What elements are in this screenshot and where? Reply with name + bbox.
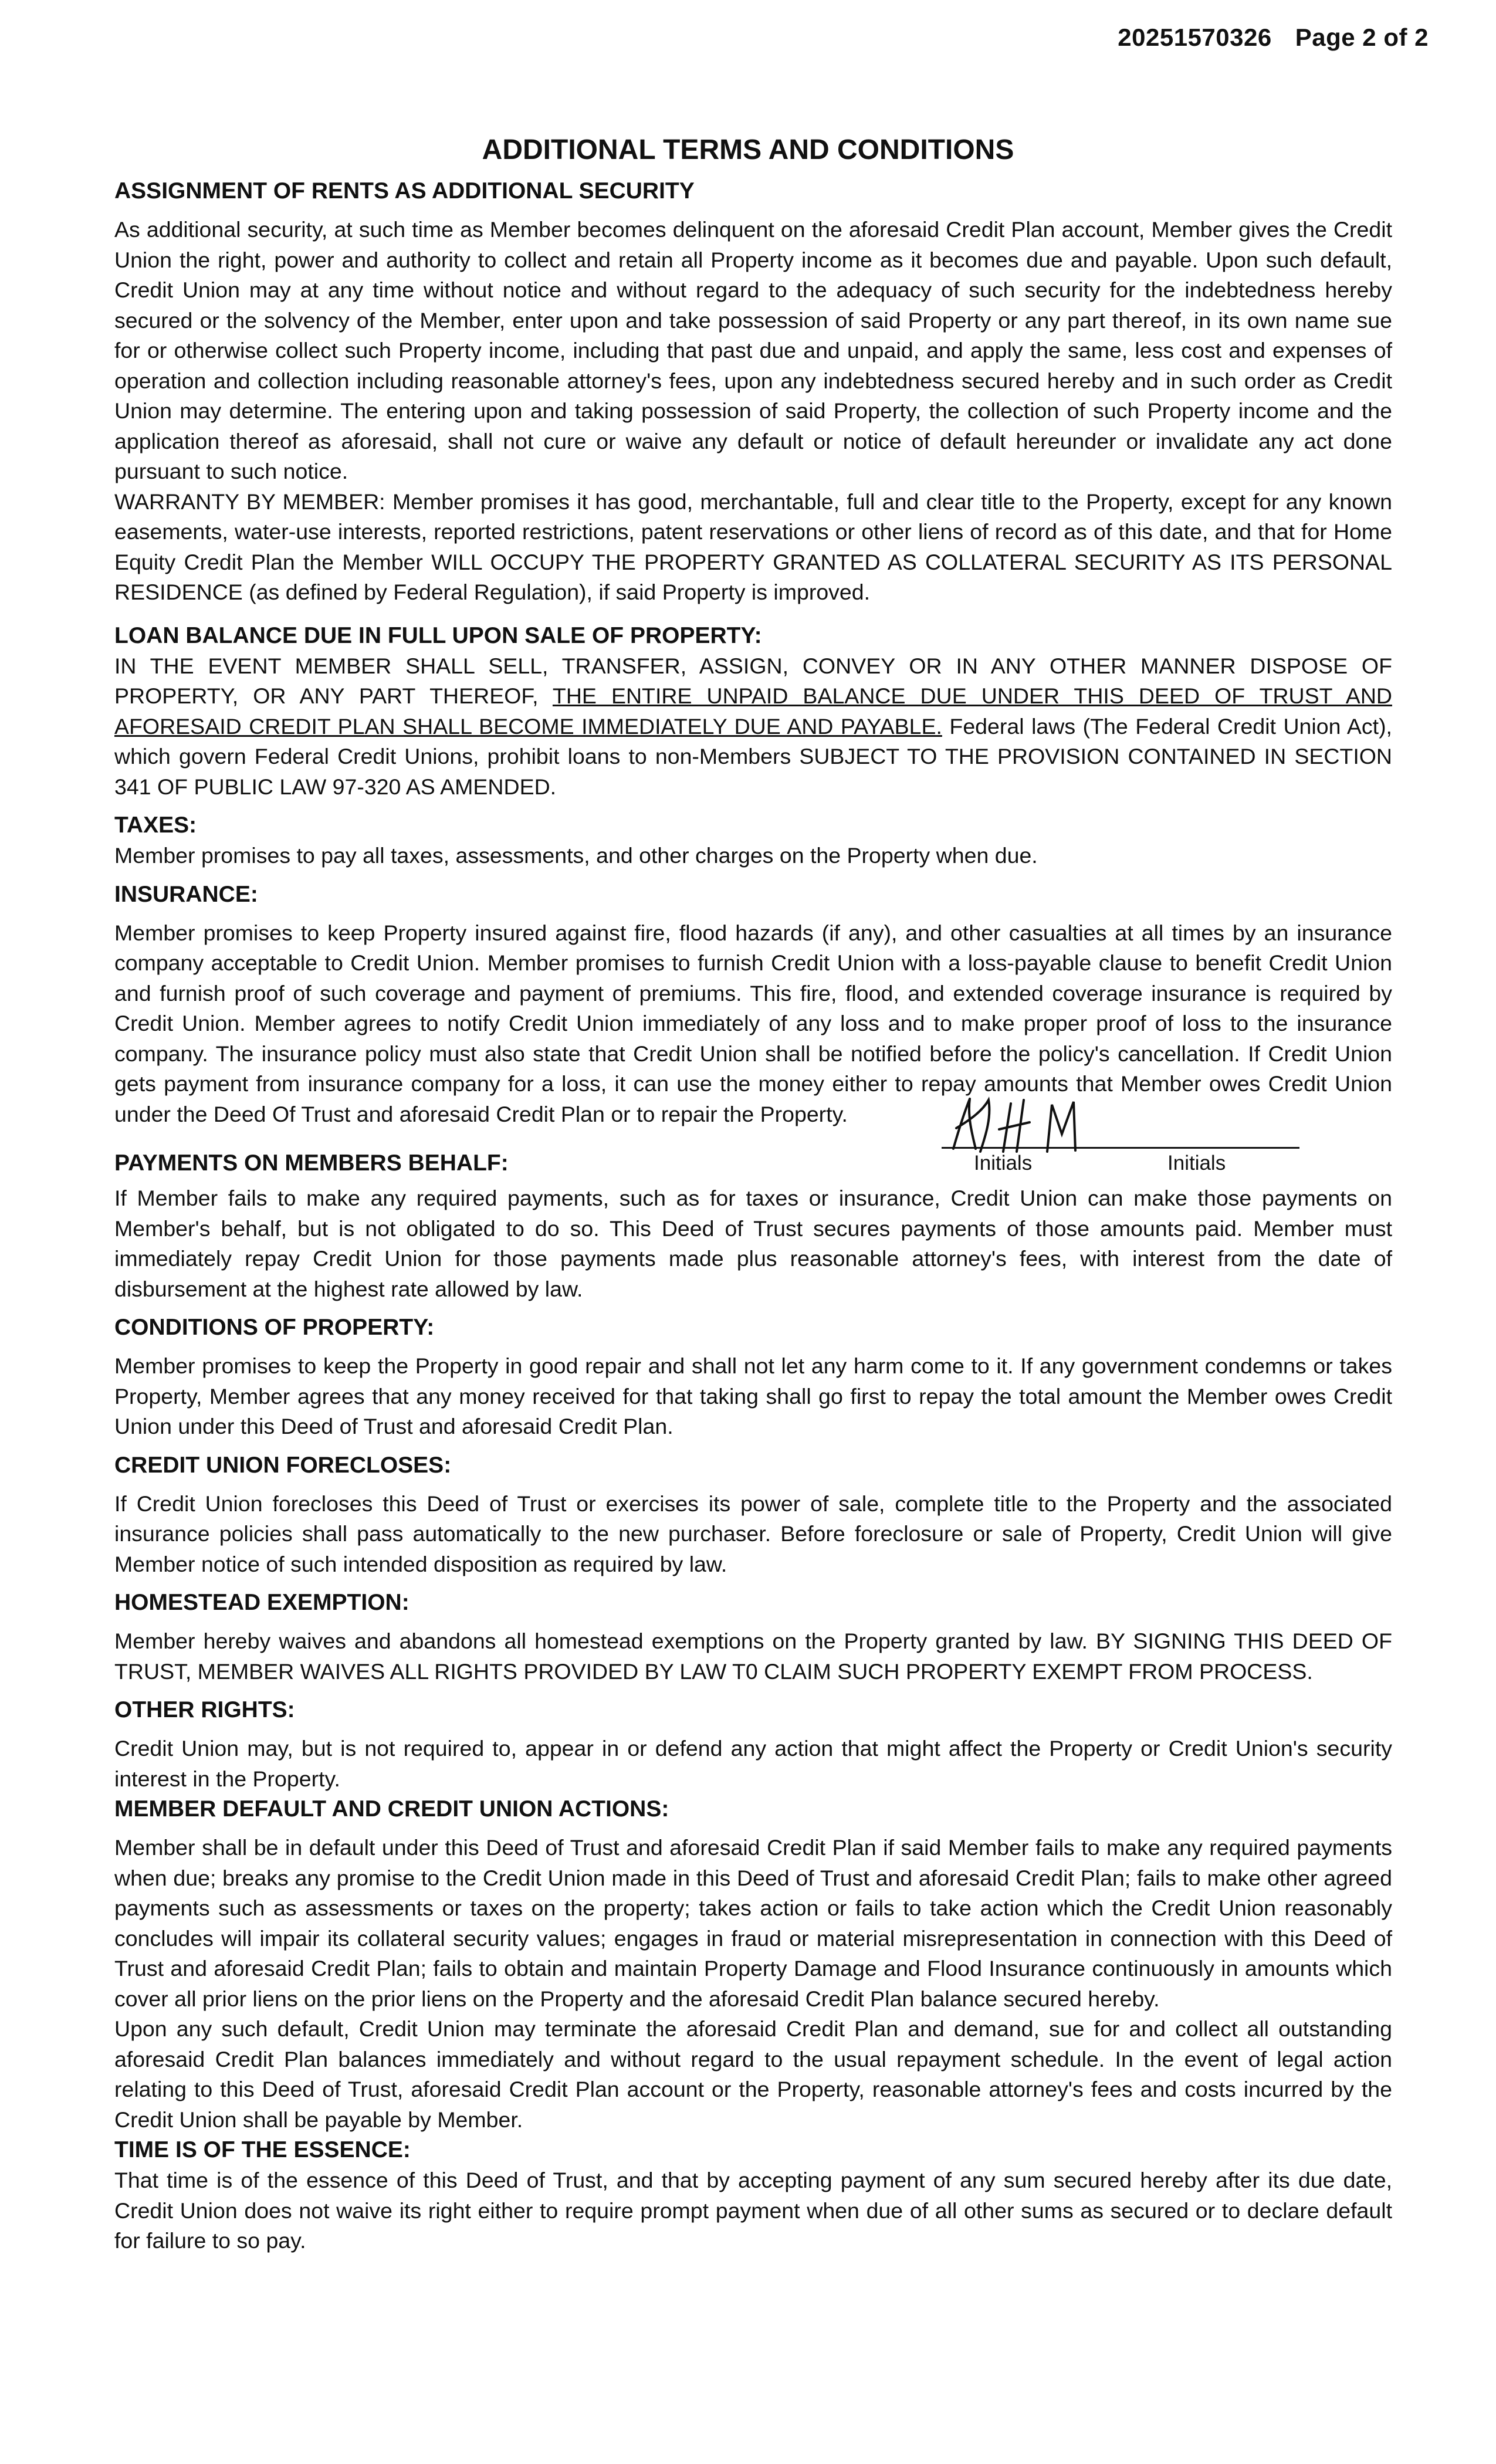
section-heading: TAXES: <box>114 813 197 838</box>
initials-label: Initials <box>1167 1152 1226 1175</box>
section-time-of-essence <box>114 2135 1392 2256</box>
section-heading: ASSIGNMENT OF RENTS AS ADDITIONAL SECURITY <box>114 178 695 204</box>
section-paragraph: If Member fails to make any required payments, such as for taxes or insurance, Credit Union can make those payments on Member's behalf, but is not obligated to do so. This Deed of Trust secures payments of those amounts paid. Member must immediately repay Credit Union for those payments made plus reasonable attorney's fees, with interest from the date of disbursement at the highest rate allowed by law. <box>114 1186 1392 1301</box>
section-heading: LOAN BALANCE DUE IN FULL UPON SALE OF PROPERTY: <box>114 622 762 648</box>
section-member-default <box>114 1794 1392 2135</box>
initials-label: Initials <box>974 1152 1033 1175</box>
section-heading: INSURANCE: <box>114 881 258 907</box>
section-paragraph: That time is of the essence of this Deed of Trust, and that by accepting payment of any sum secured hereby after its due date, Credit Union does not waive its right either to require prompt payment when due of all other sums as secured or to declare default for failure to so pay. <box>114 2168 1392 2253</box>
underlined-clause: THE ENTIRE UNPAID BALANCE DUE UNDER THIS DEED OF TRUST AND AFORESAID CREDIT PLAN SHALL BECOME IMMEDIATELY DUE AND PAYABLE. <box>114 683 1392 739</box>
section-heading: HOMESTEAD EXEMPTION: <box>114 1590 409 1615</box>
section-paragraph: Member promises to keep the Property in good repair and shall not let any harm come to it. If any government condemns or takes Property, Member agrees that any money received for that taking shall go first to repay the total amount the Member owes Credit Union under this Deed of Trust and aforesaid Credit Plan. <box>114 1353 1392 1439</box>
section-payments-on-behalf <box>114 1142 1392 1304</box>
section-taxes <box>114 810 1392 871</box>
section-heading: OTHER RIGHTS: <box>114 1697 295 1722</box>
section-heading: CONDITIONS OF PROPERTY: <box>114 1315 435 1340</box>
section-paragraph: As additional security, at such time as Member becomes delinquent on the aforesaid Credit Plan account, Member gives the Credit Union the right, power and authority to collect and retain all Property income as it becomes due and payable. Upon such default, Credit Union may at any time without notice and without regard to the adequacy of such security for the indebtedness hereby secured or the solvency of the Member, enter upon and take possession of said Property or any part thereof, in its own name sue for or otherwise collect such Property income, including that past due and unpaid, and apply the same, less cost and expenses of operation and collection including reasonable attorney's fees, upon any indebtedness secured hereby and in such order as Credit Union may determine. The entering upon and taking possession of said Property, the collection of such Property income and the application thereof as aforesaid, shall not cure or waive any default or notice of default hereunder or invalidate any act done pursuant to such notice. <box>114 217 1392 483</box>
section-paragraph: Member hereby waives and abandons all homestead exemptions on the Property granted by law. BY SIGNING THIS DEED OF TRUST, MEMBER WAIVES ALL RIGHTS PROVIDED BY LAW T0 CLAIM SUCH PROPERTY EXEMPT FROM PROCESS. <box>114 1629 1392 1684</box>
section-paragraph: Member promises to keep Property insured against fire, flood hazards (if any), and other casualties at all times by an insurance company acceptable to Credit Union. Member promises to furnish Credit Union with a loss-payable clause to benefit Credit Union and furnish proof of such coverage and payment of premiums. This fire, flood, and extended coverage insurance is required by Credit Union. Member agrees to notify Credit Union immediately of any loss and to make proper proof of loss to the insurance company. The insurance policy must also state that Credit Union shall be notified before the policy's cancellation. If Credit Union gets payment from insurance company for a loss, it can use the money either to repay amounts that Member owes Credit Union under the Deed Of Trust and aforesaid Credit Plan or to repair the Property. <box>114 920 1392 1126</box>
text-run: Federal laws (The Federal Credit Union Act), which govern Federal Credit Unions, prohibit loans to non-Members SUBJECT TO THE PROVISION CONTAINED IN SECTION 341 OF PUBLIC LAW 97-320 AS AMENDED. <box>114 713 1392 799</box>
payments-heading-row <box>114 1142 1392 1183</box>
document-title: ADDITIONAL TERMS AND CONDITIONS <box>482 134 1014 165</box>
section-other-rights <box>114 1695 1392 1794</box>
section-homestead-exemption <box>114 1588 1392 1687</box>
page-header <box>1094 23 1429 52</box>
section-credit-union-forecloses <box>114 1450 1392 1580</box>
section-paragraph: Member shall be in default under this Deed of Trust and aforesaid Credit Plan if said Member fails to make any required payments when due; breaks any promise to the Credit Union made in this Deed of Trust and aforesaid Credit Plan; fails to make other agreed payments such as assessments or taxes on the property; takes action or fails to take action which the Credit Union reasonably concludes will impair its collateral security values; engages in fraud or material misrepresentation in connection with this Deed of Trust and aforesaid Credit Plan; fails to obtain and maintain Property Damage and Flood Insurance continuously in amounts which cover all prior liens on the prior liens on the Property and the aforesaid Credit Plan balance secured hereby. <box>114 1835 1392 2011</box>
section-heading: TIME IS OF THE ESSENCE: <box>114 2137 411 2162</box>
section-paragraph: Credit Union may, but is not required to, appear in or defend any action that might affect the Property or Credit Union's security interest in the Property. <box>114 1736 1392 1791</box>
section-conditions-of-property <box>114 1312 1392 1442</box>
section-insurance <box>114 879 1392 1130</box>
section-paragraph: If Credit Union forecloses this Deed of Trust or exercises its power of sale, complete title to the Property and the associated insurance policies shall pass automatically to the new purchaser. Before foreclosure or sale of Property, Credit Union will give Member notice of such intended disposition as required by law. <box>114 1491 1392 1576</box>
page-number: Page 2 of 2 <box>1295 23 1429 51</box>
section-loan-balance <box>114 621 1392 803</box>
section-paragraph: Member promises to pay all taxes, assessments, and other charges on the Property when due. <box>114 843 1038 868</box>
section-paragraph: Upon any such default, Credit Union may terminate the aforesaid Credit Plan and demand, sue for and collect all outstanding aforesaid Credit Plan balances immediately and without regard to the usual repayment schedule. In the event of legal action relating to this Deed of Trust, aforesaid Credit Plan account or the Property, reasonable attorney's fees and costs incurred by the Credit Union shall be payable by Member. <box>114 2016 1392 2132</box>
initials-line <box>942 1147 1299 1149</box>
initials-block <box>842 1104 1299 1192</box>
section-paragraph <box>114 651 1392 803</box>
section-paragraph: WARRANTY BY MEMBER: Member promises it has good, merchantable, full and clear title to the Property, except for any known easements, water-use interests, reported restrictions, patent reservations or other liens of record as of this date, and that for Home Equity Credit Plan the Member WILL OCCUPY THE PROPERTY GRANTED AS COLLATERAL SECURITY AS ITS PERSONAL RESIDENCE (as defined by Federal Regulation), if said Property is improved. <box>114 489 1392 604</box>
terms-body <box>114 176 1392 2256</box>
section-heading: MEMBER DEFAULT AND CREDIT UNION ACTIONS: <box>114 1796 669 1822</box>
text-run: IN THE EVENT MEMBER SHALL SELL, TRANSFER, ASSIGN, CONVEY OR IN ANY OTHER MANNER DISPOSE OF PROPERTY, OR ANY PART THEREOF, <box>114 653 1392 708</box>
document-number: 20251570326 <box>1118 23 1272 51</box>
section-heading: PAYMENTS ON MEMBERS BEHALF: <box>114 1150 509 1176</box>
section-heading: CREDIT UNION FORECLOSES: <box>114 1452 452 1478</box>
section-assignment-of-rents <box>114 176 1392 608</box>
